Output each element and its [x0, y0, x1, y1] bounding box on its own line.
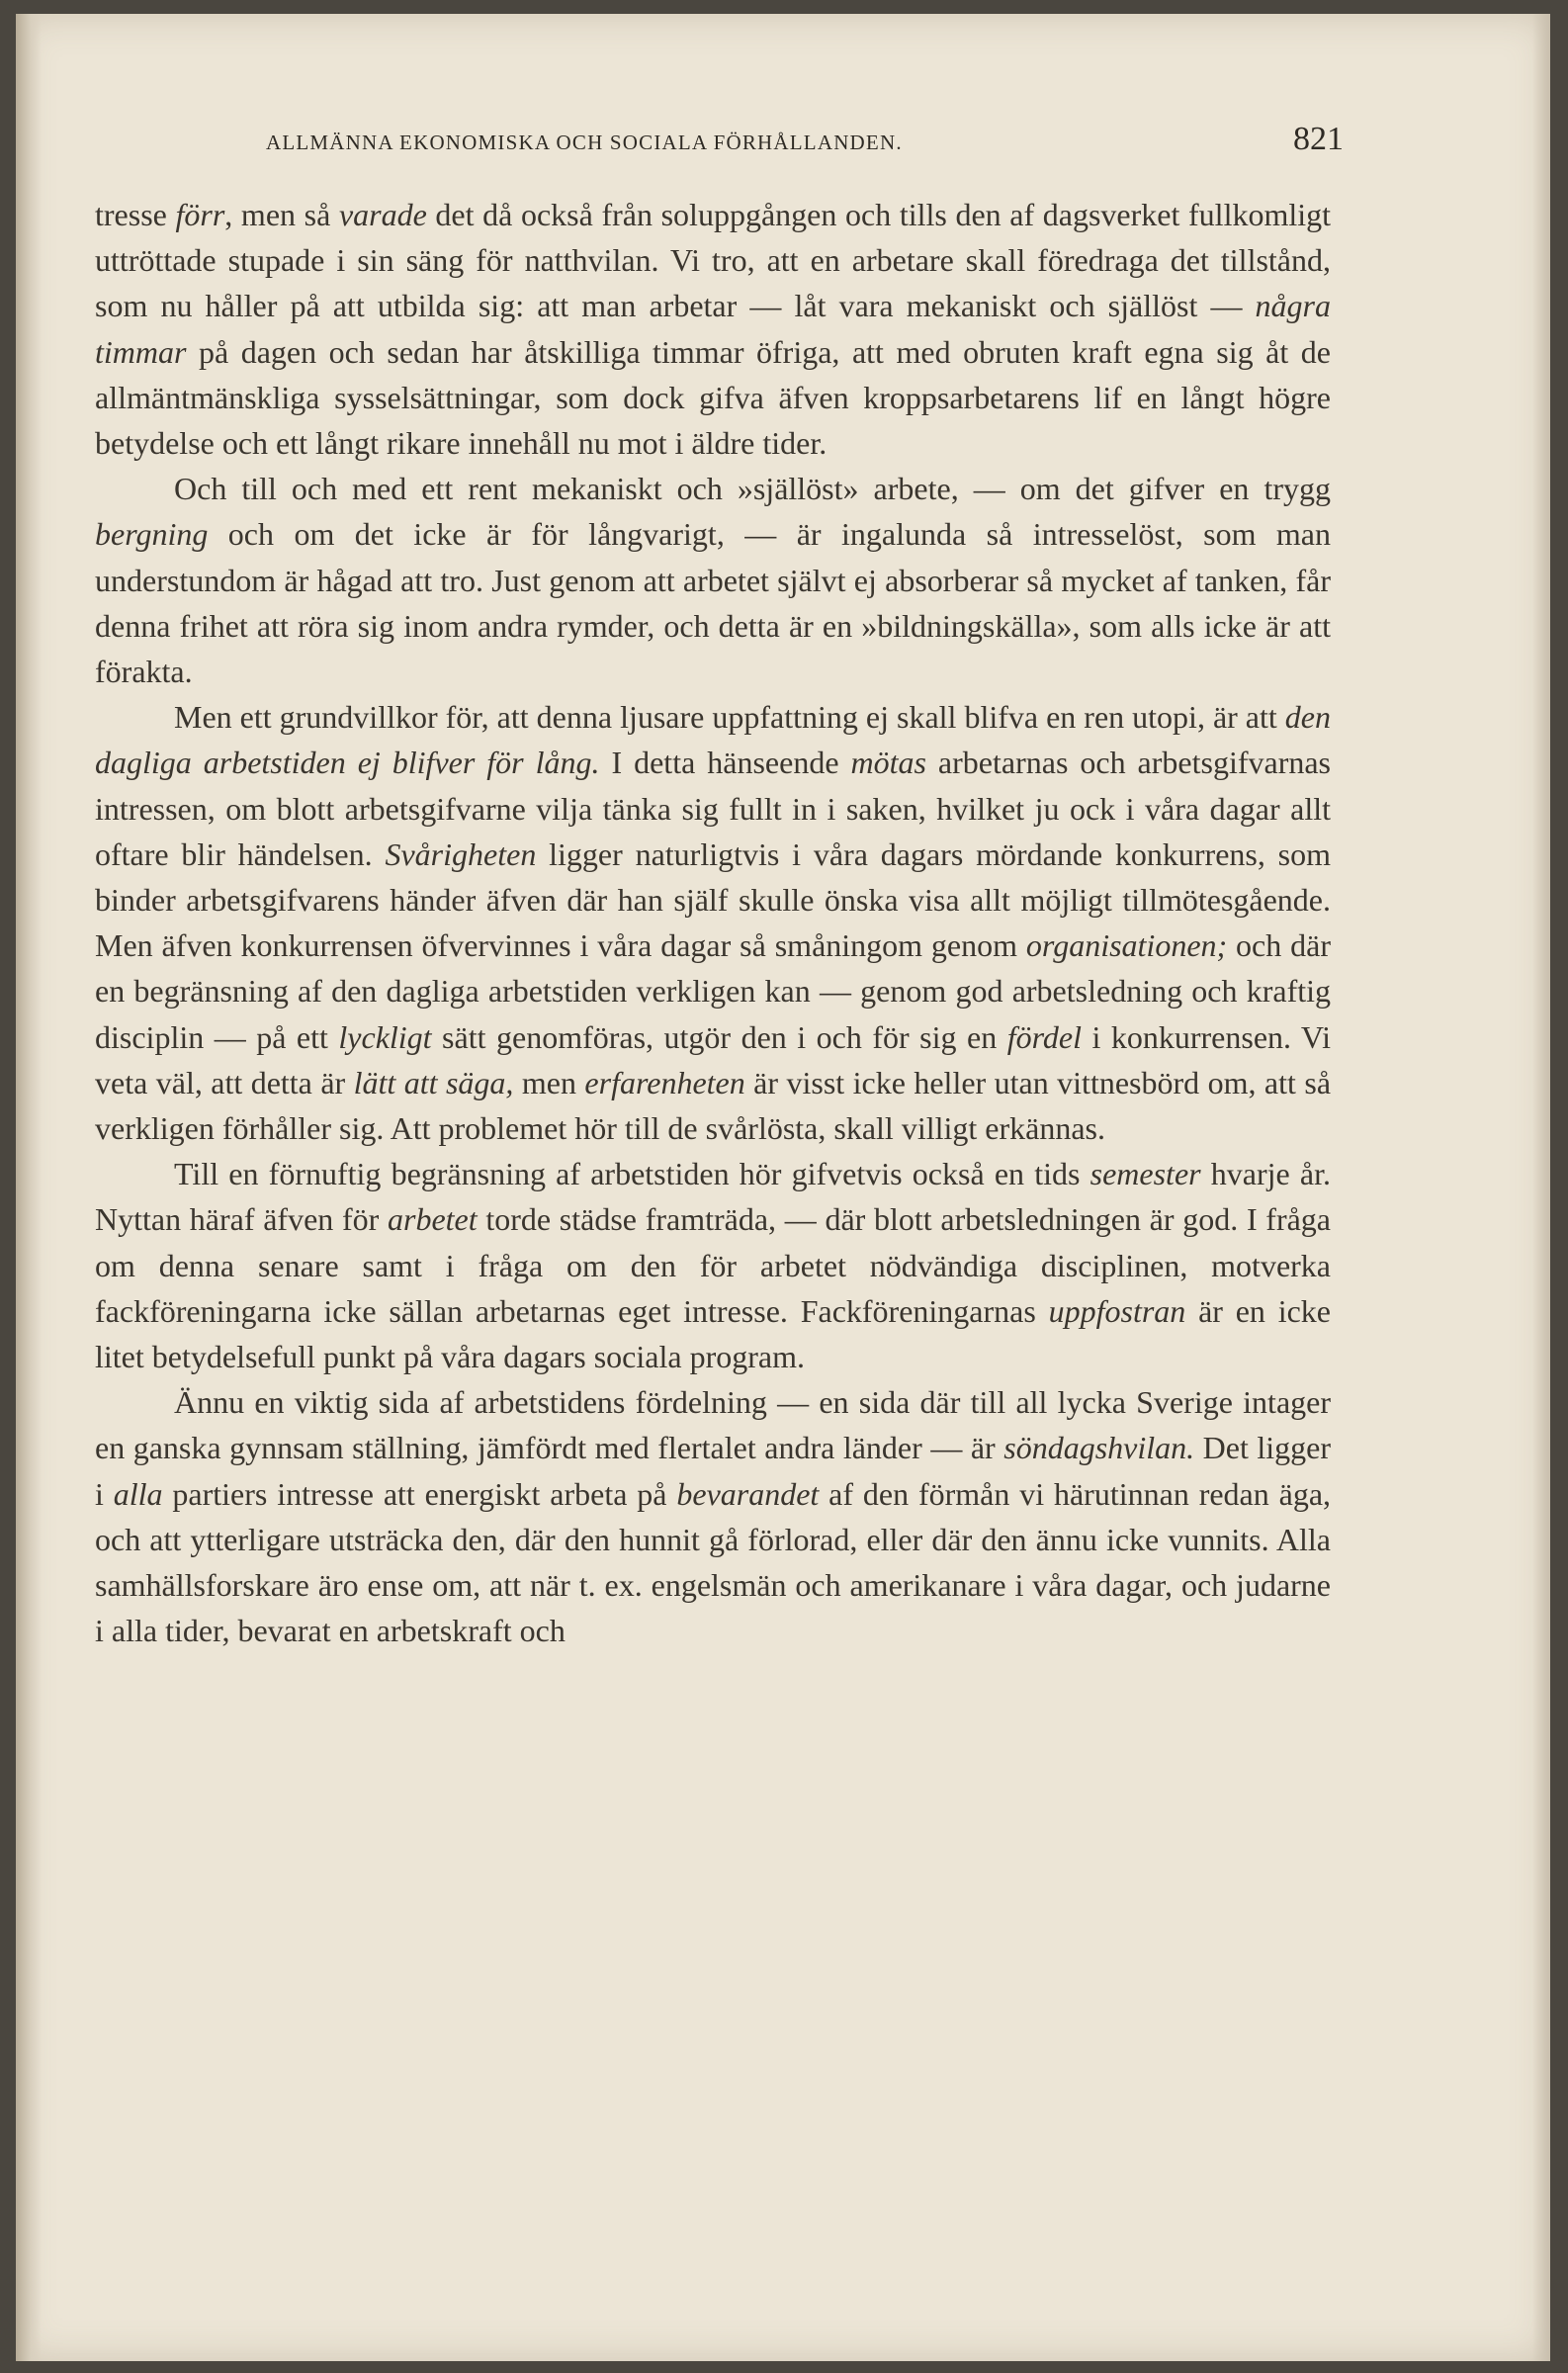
- italic-text: alla: [113, 1475, 163, 1512]
- italic-text: lätt att säga,: [353, 1064, 514, 1100]
- text-run: partiers intresse att energiskt arbeta på: [162, 1475, 677, 1512]
- text-run: sätt genomföras, utgör den i och för sig en: [431, 1018, 1007, 1055]
- paragraph: [95, 466, 1331, 694]
- text-run: Till en förnuftig begränsning af arbetstiden hör gifvetvis också en tids: [174, 1156, 1090, 1192]
- italic-text: organisationen;: [1025, 927, 1228, 964]
- italic-text: förr: [175, 197, 225, 232]
- text-run: Men ett grundvillkor för, att denna ljusare uppfattning ej skall blifva en ren utopi, är att: [174, 699, 1285, 736]
- page-number: 821: [1293, 121, 1344, 157]
- text-run: och om det icke är för långvarigt, — är ingalunda så intresselöst, som man understundom är hågad att tro. Just genom att arbetet självt ej absorberar så mycket af tanken, får denna frihet att röra sig inom andra rymder, och detta är en »bildningskälla», som alls icke är att förakta.: [95, 516, 1331, 690]
- text-run: ligger naturligtvis i våra dagars mördande konkurrens, som binder arbetsgifvarens händer äfven där han själf skulle önska visa allt möjligt tillmötesgående. Men äfven konkurrensen öfvervinnes i våra dagar så småningom genom: [95, 835, 1332, 964]
- italic-text: erfarenheten: [584, 1064, 745, 1100]
- text-run: arbetarnas och arbetsgifvarnas intressen, om blott arbetsgifvarne vilja tänka sig fullt in i saken, hvilket ju ock i våra dagar allt oftare blir händelsen.: [95, 745, 1332, 872]
- paragraph: [95, 694, 1331, 1151]
- italic-text: mötas: [850, 745, 926, 781]
- italic-text: bevarandet: [676, 1475, 820, 1512]
- paragraph: [95, 1151, 1331, 1379]
- italic-text: varade: [338, 197, 427, 232]
- italic-text: semester: [1089, 1156, 1201, 1192]
- italic-text: några timmar: [95, 288, 1331, 370]
- text-run: är visst icke heller utan vittnesbörd om, att så verkligen förhåller sig. Att problemet hör till de svårlösta, skall villigt erkännas.: [95, 1064, 1332, 1147]
- italic-text: arbetet: [388, 1201, 478, 1238]
- italic-text: lyckligt: [338, 1018, 432, 1055]
- text-run: I detta hänseende: [599, 745, 851, 781]
- italic-text: söndagshvilan.: [1003, 1430, 1195, 1466]
- text-run: är en icke litet betydelsefull punkt på våra dagars sociala program.: [95, 1292, 1332, 1375]
- text-run: Ännu en viktig sida af arbetstidens fördelning — en sida där till all lycka Sverige intager en ganska gynnsam ställning, jämfördt med flertalet andra länder — är: [95, 1384, 1331, 1466]
- italic-text: uppfostran: [1048, 1292, 1186, 1329]
- page-edge-shadow: [1532, 14, 1550, 2361]
- paragraph: [95, 192, 1331, 466]
- page-header: [266, 121, 1344, 158]
- text-run: tresse: [95, 197, 176, 232]
- text-run: Det ligger i: [95, 1430, 1332, 1512]
- text-run: men: [513, 1064, 585, 1100]
- text-run: i konkurrensen. Vi veta väl, att detta är: [95, 1018, 1332, 1100]
- body-text: [95, 192, 1331, 1654]
- text-run: det då också från soluppgången och tills den af dagsverket fullkomligt uttröttade stupade i sin säng för natthvilan. Vi tro, att en arbetare skall föredraga det tillstånd, som nu håller på att utbilda sig: att man arbetar — låt vara mekaniskt och själlöst —: [95, 197, 1332, 324]
- text-run: , men så: [224, 197, 339, 232]
- text-run: af den förmån vi härutinnan redan äga, och att ytterligare utsträcka den, där den hunnit gå förlorad, eller där den ännu icke vunnits. Alla samhällsforskare äro ense om, att när t. ex. engelsmän och amerikanare i våra dagar, och judarne i alla tider, bevarat en arbetskraft och: [95, 1475, 1332, 1649]
- running-head: ALLMÄNNA EKONOMISKA OCH SOCIALA FÖRHÅLLANDEN.: [266, 131, 903, 154]
- book-page: [16, 14, 1550, 2361]
- italic-text: Svårigheten: [385, 835, 537, 872]
- italic-text: fördel: [1006, 1018, 1082, 1055]
- text-run: torde städse framträda, — där blott arbetsledningen är god. I fråga om denna senare samt i fråga om den för arbetet nödvändiga disciplinen, motverka fackföreningarna icke sällan arbetarnas eget intresse. Fackföreningarnas: [95, 1201, 1332, 1329]
- text-run: och där en begränsning af den dagliga arbetstiden verkligen kan — genom god arbetsledning och kraftig disciplin — på ett: [95, 927, 1332, 1055]
- paragraph: [95, 1379, 1331, 1653]
- italic-text: den dagliga arbetstiden ej blifver för lång.: [95, 699, 1331, 781]
- text-run: Och till och med ett rent mekaniskt och »själlöst» arbete, — om det gifver en trygg: [174, 471, 1331, 507]
- italic-text: bergning: [95, 516, 209, 553]
- text-run: hvarje år. Nyttan häraf äfven för: [95, 1156, 1332, 1238]
- text-run: på dagen och sedan har åtskilliga timmar öfriga, att med obruten kraft egna sig åt de allmäntmänskliga sysselsättningar, som dock gifva äfven kroppsarbetarens lif en långt högre betydelse och ett långt rikare innehåll nu mot i äldre tider.: [95, 333, 1331, 462]
- page-spine-shadow: [16, 14, 42, 2361]
